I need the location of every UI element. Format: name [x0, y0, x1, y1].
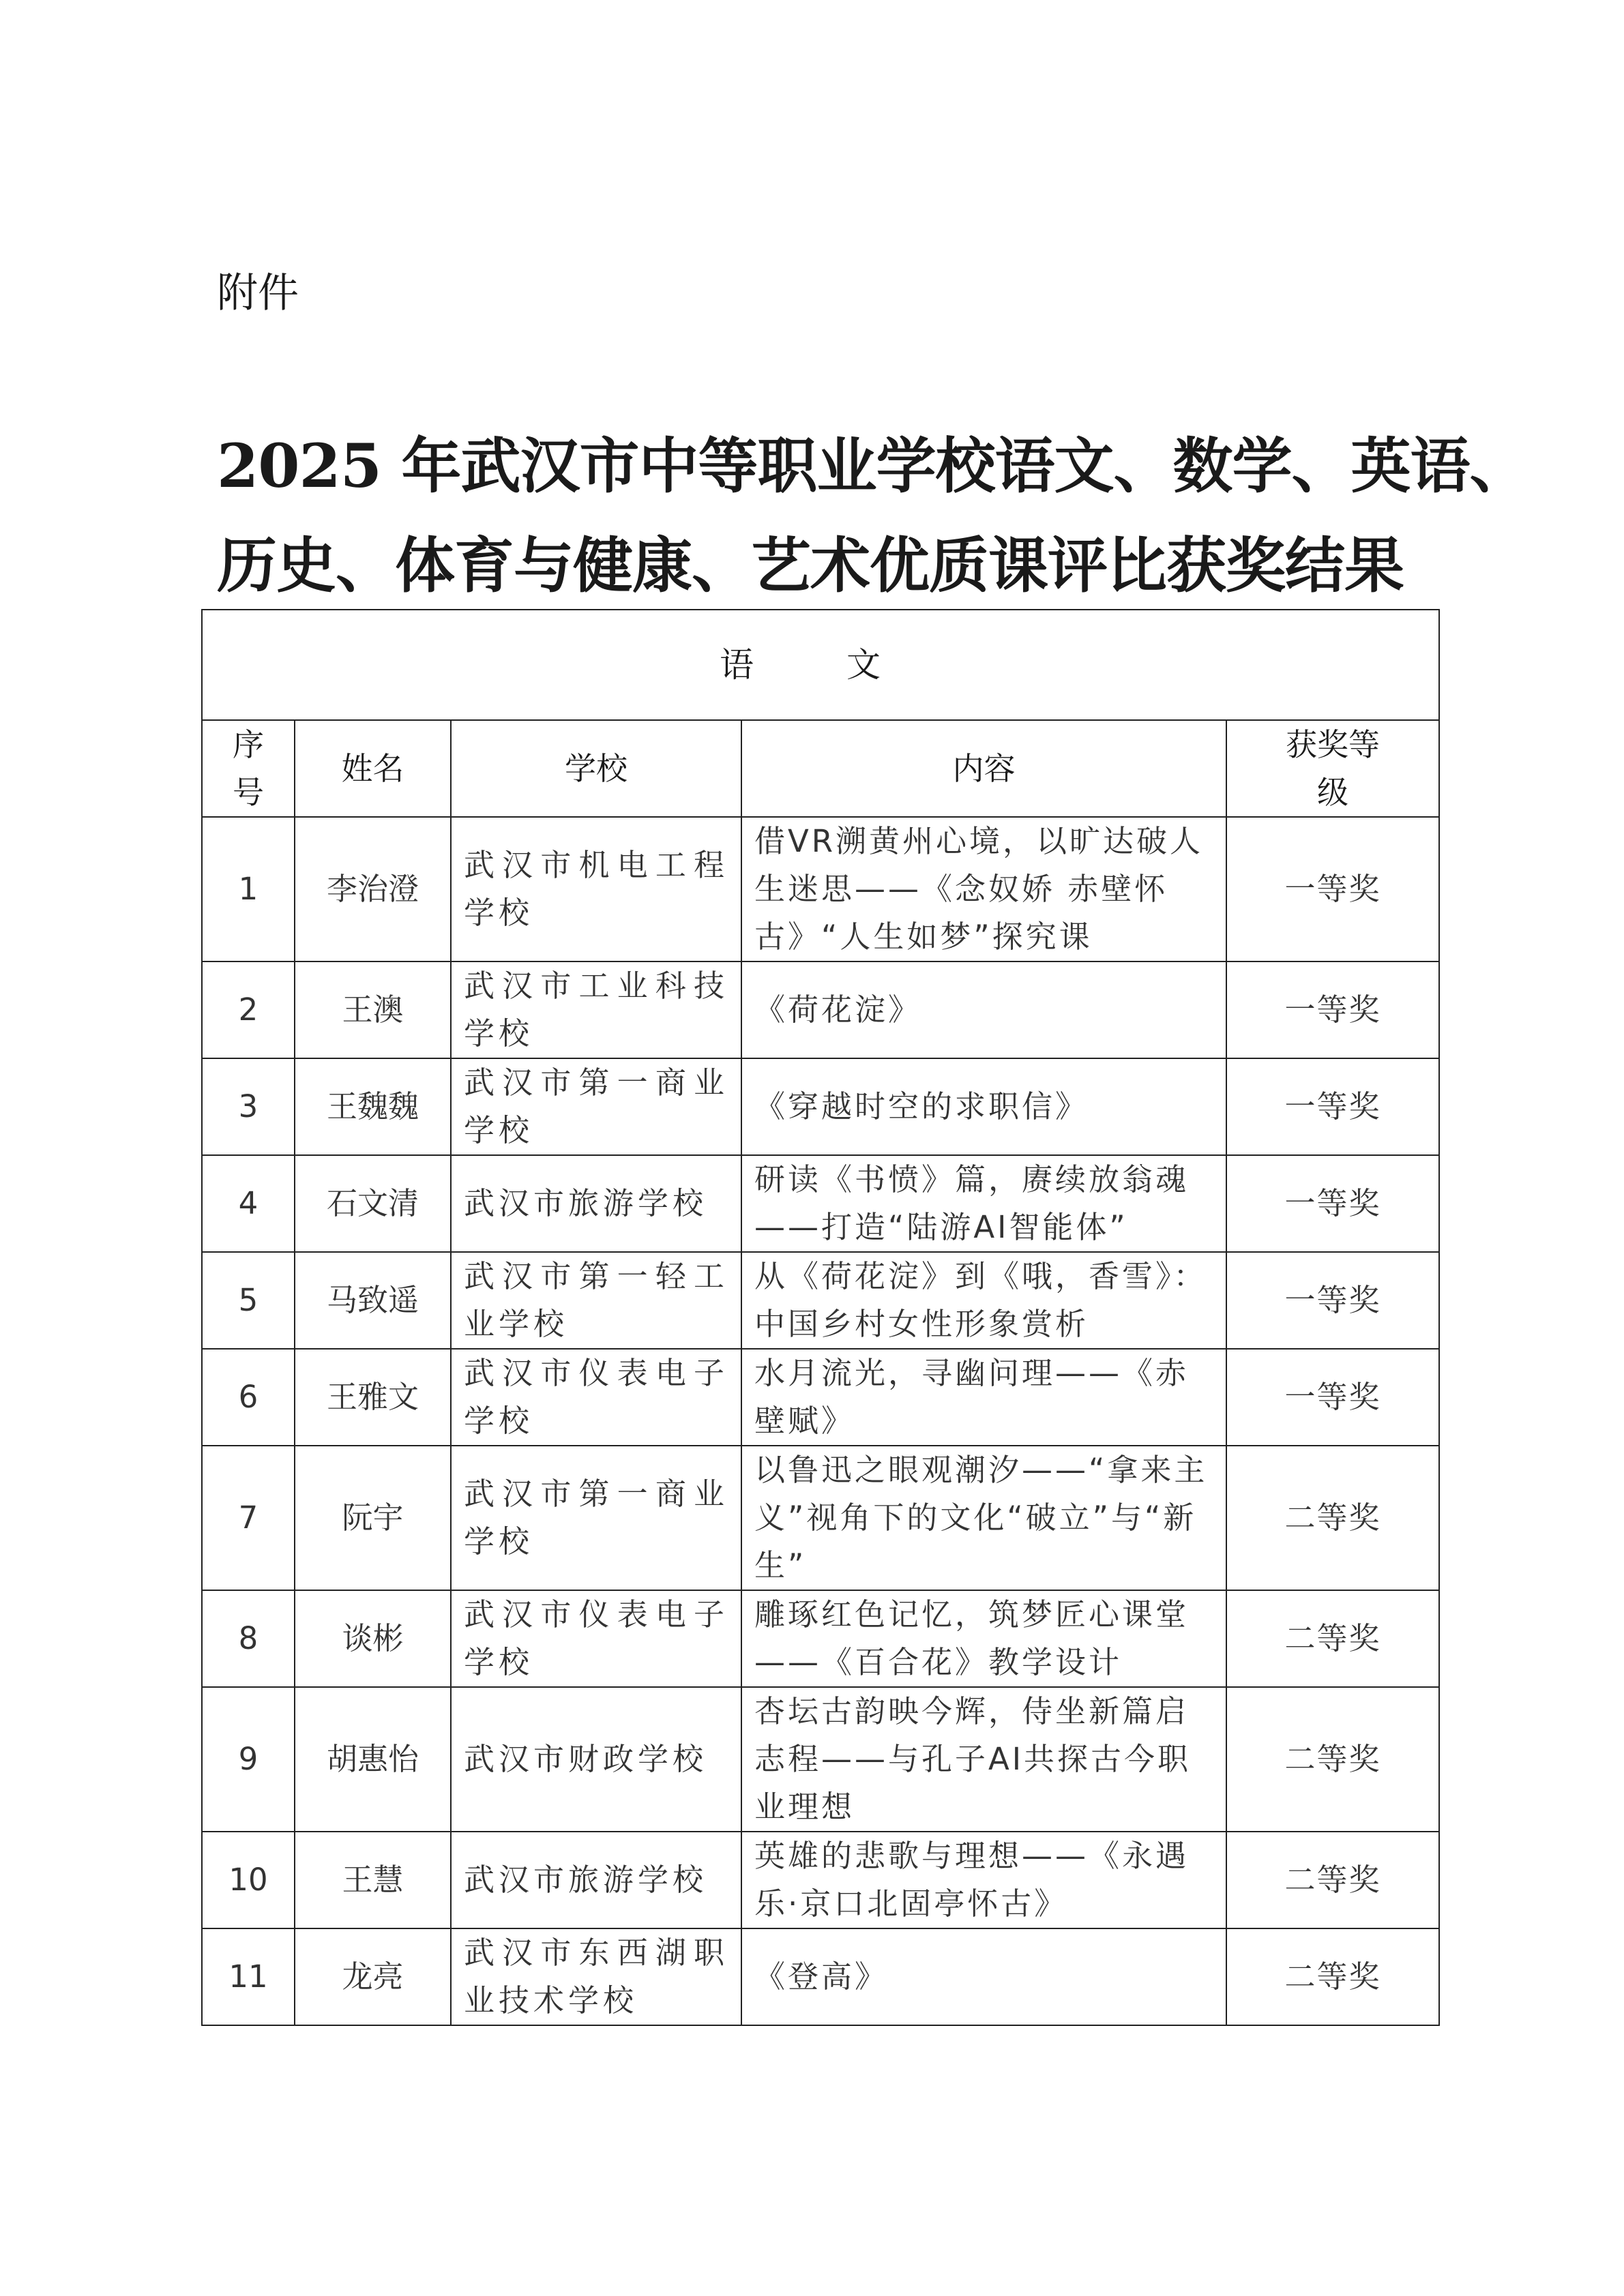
row-name: 石文清 [295, 1155, 451, 1252]
document-title [217, 416, 1529, 615]
row-award-level: 二等奖 [1226, 1832, 1439, 1928]
row-number: 11 [202, 1928, 295, 2025]
row-school: 武汉市工业科技学校 [451, 961, 741, 1058]
row-number: 10 [202, 1832, 295, 1928]
row-award-level: 一等奖 [1226, 961, 1439, 1058]
row-content: 《登高》 [741, 1928, 1226, 2025]
table-row [202, 1928, 1439, 2025]
awards-table [201, 609, 1440, 2026]
row-content: 雕琢红色记忆，筑梦匠心课堂——《百合花》教学设计 [741, 1590, 1226, 1687]
header-name: 姓名 [295, 720, 451, 817]
row-name: 王雅文 [295, 1349, 451, 1446]
row-name: 王慧 [295, 1832, 451, 1928]
table-row [202, 1349, 1439, 1446]
row-school: 武汉市旅游学校 [451, 1155, 741, 1252]
row-name: 胡惠怡 [295, 1687, 451, 1832]
row-award-level: 二等奖 [1226, 1590, 1439, 1687]
row-name: 龙亮 [295, 1928, 451, 2025]
row-school: 武汉市东西湖职业技术学校 [451, 1928, 741, 2025]
row-number: 8 [202, 1590, 295, 1687]
row-name: 王魏魏 [295, 1058, 451, 1155]
row-school: 武汉市第一轻工业学校 [451, 1252, 741, 1349]
row-number: 7 [202, 1446, 295, 1590]
row-award-level: 一等奖 [1226, 1155, 1439, 1252]
row-award-level: 二等奖 [1226, 1928, 1439, 2025]
row-award-level: 二等奖 [1226, 1687, 1439, 1832]
attachment-label: 附件 [217, 269, 299, 317]
header-level: 获奖等级 [1226, 720, 1439, 817]
row-school: 武汉市旅游学校 [451, 1832, 741, 1928]
row-award-level: 一等奖 [1226, 1252, 1439, 1349]
table-row [202, 1590, 1439, 1687]
table-row [202, 1687, 1439, 1832]
row-number: 3 [202, 1058, 295, 1155]
row-school: 武汉市第一商业学校 [451, 1058, 741, 1155]
row-school: 武汉市第一商业学校 [451, 1446, 741, 1590]
row-content: 研读《书愤》篇，赓续放翁魂——打造“陆游AI智能体” [741, 1155, 1226, 1252]
table-row [202, 1446, 1439, 1590]
row-number: 9 [202, 1687, 295, 1832]
row-content: 从《荷花淀》到《哦，香雪》：中国乡村女性形象赏析 [741, 1252, 1226, 1349]
title-line-2: 历史、体育与健康、艺术优质课评比获奖结果 [217, 530, 1404, 601]
row-school: 武汉市机电工程学校 [451, 817, 741, 961]
section-header-row [202, 610, 1439, 720]
row-number: 2 [202, 961, 295, 1058]
row-content: 《荷花淀》 [741, 961, 1226, 1058]
column-header-row [202, 720, 1439, 817]
row-number: 1 [202, 817, 295, 961]
row-name: 王澳 [295, 961, 451, 1058]
row-award-level: 一等奖 [1226, 817, 1439, 961]
row-content: 英雄的悲歌与理想——《永遇乐·京口北固亭怀古》 [741, 1832, 1226, 1928]
table-row [202, 1058, 1439, 1155]
header-no: 序号 [202, 720, 295, 817]
table-row [202, 1832, 1439, 1928]
table-row [202, 1155, 1439, 1252]
row-content: 《穿越时空的求职信》 [741, 1058, 1226, 1155]
row-name: 李治澄 [295, 817, 451, 961]
row-award-level: 一等奖 [1226, 1349, 1439, 1446]
row-award-level: 二等奖 [1226, 1446, 1439, 1590]
row-content: 借VR溯黄州心境，以旷达破人生迷思——《念奴娇 赤壁怀古》“人生如梦”探究课 [741, 817, 1226, 961]
row-school: 武汉市仪表电子学校 [451, 1590, 741, 1687]
section-title: 语 文 [202, 610, 1439, 720]
row-name: 马致遥 [295, 1252, 451, 1349]
row-number: 5 [202, 1252, 295, 1349]
row-number: 4 [202, 1155, 295, 1252]
header-school: 学校 [451, 720, 741, 817]
row-number: 6 [202, 1349, 295, 1446]
row-award-level: 一等奖 [1226, 1058, 1439, 1155]
row-name: 谈彬 [295, 1590, 451, 1687]
row-content: 水月流光，寻幽问理——《赤壁赋》 [741, 1349, 1226, 1446]
row-school: 武汉市财政学校 [451, 1687, 741, 1832]
header-content: 内容 [741, 720, 1226, 817]
row-name: 阮宇 [295, 1446, 451, 1590]
table-row [202, 1252, 1439, 1349]
row-school: 武汉市仪表电子学校 [451, 1349, 741, 1446]
row-content: 以鲁迅之眼观潮汐——“拿来主义”视角下的文化“破立”与“新生” [741, 1446, 1226, 1590]
row-content: 杏坛古韵映今辉，侍坐新篇启志程——与孔子AI共探古今职业理想 [741, 1687, 1226, 1832]
title-line-1: 2025 年武汉市中等职业学校语文、数学、英语、 [217, 430, 1529, 501]
table-row [202, 961, 1439, 1058]
table-row [202, 817, 1439, 961]
